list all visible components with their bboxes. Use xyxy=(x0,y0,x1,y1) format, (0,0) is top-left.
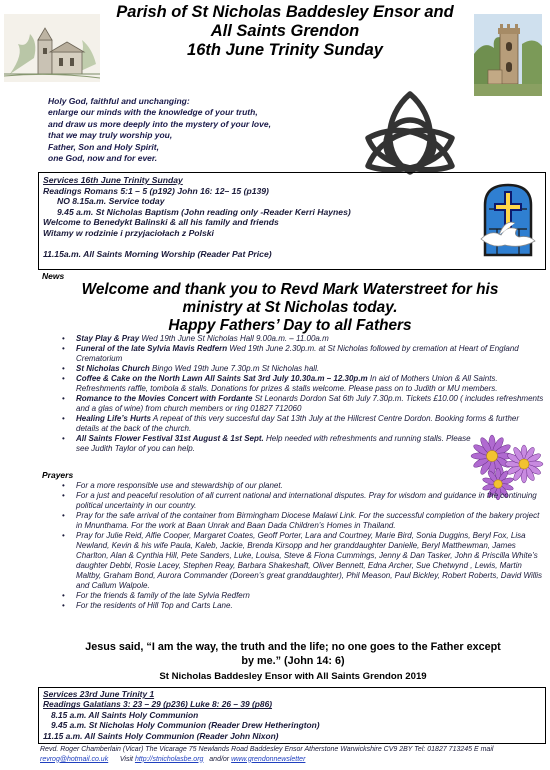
welcome-line1: Welcome and thank you to Revd Mark Waterstreet for his xyxy=(81,281,499,298)
list-item: • St Nicholas Church Bingo Wed 19th June 7.30p.m St Nicholas hall. xyxy=(60,364,544,374)
collect-prayer xyxy=(48,96,348,164)
news-label: News xyxy=(42,271,65,281)
list-item: • For a more responsible use and stewardship of our planet. xyxy=(60,481,546,491)
morning-worship: 11.15a.m. All Saints Morning Worship (Reader Pat Price) xyxy=(43,248,272,259)
header xyxy=(0,0,550,92)
list-item: • Stay Play & Pray Wed 19th June St Nicholas Hall 9.00a.m. – 11.00a.m xyxy=(60,334,544,344)
services-title: Services 23rd June Trinity 1 xyxy=(43,689,155,699)
andor-label: and/or xyxy=(209,755,230,763)
prayers-label: Prayers xyxy=(42,470,74,480)
visit-label: Visit xyxy=(119,755,133,763)
prayers-list xyxy=(60,481,546,611)
church-tower-photo-icon xyxy=(474,14,542,96)
readings: Readings Galatians 3: 23 – 29 (p236) Luke 8: 26 – 39 (p86) xyxy=(43,699,273,710)
services-title: Services 16th June Trinity Sunday xyxy=(43,175,183,185)
fathers-day-heading: Happy Fathers’ Day to all Fathers xyxy=(168,317,412,334)
prayer-line: one God, now and for ever. xyxy=(48,153,158,164)
stained-glass-dove-icon xyxy=(475,179,541,261)
service-item: 9.45 a.m. St Nicholas Holy Communion (Reader Drew Hetherington) xyxy=(51,720,320,731)
church-sketch-icon xyxy=(4,14,100,82)
prayer-line: that we may truly worship you, xyxy=(48,130,173,141)
quote-line1: Jesus said, “I am the way, the truth and the life; no one goes to the Father except xyxy=(85,641,501,653)
list-item: • Coffee & Cake on the North Lawn All Saints Sat 3rd July 10.30a.m – 12.30p.m In aid of Mothers Union & All Saints. Refreshments raffle, tombola & stalls. Donations for prizes & stalls welcome. Please pass on to Judith or MU members. xyxy=(60,374,544,394)
list-item: • Pray for Julie Reid, Alfie Cooper, Margaret Coates, Geoff Porter, Lara and Courtney, Marie Bird, Sonia Duggins, Beryl Fox, Lisa Newland, Kevin & his wife Paula, Kaleb, Jackie, Brenda Kirsopp and her granddaughter Danielle, Beryl Matthewman, James Charlton, Alan & Cynthia Hill, Pete Sanders, Luke, Louisa, Steve & Fiona Cummings, Jenny & Dan Tasker, John & Priscilla White’s daughter Debbi, Rosie Lacey, Stephen Reay, Barbara Shakeshaft, Oliver Bennett, Edna Archer, Sue Chetwynd , Lewis, Martin Maltby, Graham Bond, Aurora Commander (Doreen’s great granddaughter), Phil Meason, Paul Bickley, Robert Roberts, David Willis and Callum Walpole. xyxy=(60,531,546,591)
list-item: • Pray for the safe arrival of the container from Birmingham Diocese Malawi Link. For the successful completion of the bakery project in Mnunthama. For the work at Baan Unrak and Baan Dada Children’s Homes in Thailand. xyxy=(60,511,546,531)
prayer-line: Holy God, faithful and unchanging: xyxy=(48,96,190,106)
list-item: • Healing Life’s Hurts A repeat of this very succesful day Sat 13th July at the Hillcrest Centre Dordon. Booking forms & further details at the back of the church. xyxy=(60,414,544,434)
list-item: • For a just and peaceful resolution of all current national and international disputes. Pray for wisdom and guidance in the continuing political uncertainty in our country. xyxy=(60,491,546,511)
newsletter-link[interactable]: www.grendonnewsletter xyxy=(231,755,306,763)
welcome-heading xyxy=(40,281,540,317)
prayer-line: enlarge our minds with the knowledge of your truth, xyxy=(48,107,258,118)
parish-title-line2: All Saints Grendon xyxy=(210,22,360,40)
website-link[interactable]: http://stnicholasbe.org xyxy=(134,755,204,763)
service-item: 8.15 a.m. All Saints Holy Communion xyxy=(51,709,199,720)
scripture-quote xyxy=(40,640,546,668)
footer-address: Revd. Roger Chamberlain (Vicar) The Vicarage 75 Newlands Road Baddesley Ensor Atherstone Warwickshire CV9 2BY Tel: 01827 713245 E mail xyxy=(40,746,494,753)
prayer-line: Father, Son and Holy Spirit, xyxy=(48,141,159,152)
service-item: 11.15 a.m. All Saints Holy Communion (Reader John Nixon) xyxy=(43,730,279,741)
baptism-service: 9.45 a.m. St Nicholas Baptism (John reading only -Reader Kerri Haynes) xyxy=(57,206,351,217)
no-service-note: NO 8.15a.m. Service today xyxy=(57,196,165,207)
prayer-line: and draw us more deeply into the mystery of your love, xyxy=(48,118,271,129)
polish-welcome: Witamy w rodzinie i przyjaciołach z Polski xyxy=(43,227,214,238)
list-item: • For the friends & family of the late Sylvia Redfern xyxy=(60,591,546,601)
parish-title-line1: Parish of St Nicholas Baddesley Ensor and xyxy=(116,3,454,21)
footer-contact xyxy=(40,745,546,764)
welcome-note: Welcome to Benedykt Balinski & all his family and friends xyxy=(43,217,279,228)
list-item: • Romance to the Movies Concert with Fordante St Leonards Dordon Sat 6th July 7.30p.m. Tickets £10.00 ( includes refreshments and a glas of wine) from church members or ring 01827 712060 xyxy=(60,394,544,414)
list-item: • All Saints Flower Festival 31st August & 1st Sept. Help needed with refreshments and running stalls. Please see Judith Taylor of you can help. xyxy=(60,434,544,454)
welcome-line2: ministry at St Nicholas today. xyxy=(182,299,398,316)
parish-year-heading: St Nicholas Baddesley Ensor with All Saints Grendon 2019 xyxy=(159,671,427,682)
list-item: • For the residents of Hill Top and Carts Lane. xyxy=(60,601,546,611)
services-23rd-june-box xyxy=(38,687,546,744)
quote-line2: by me.” (John 14: 6) xyxy=(241,655,345,667)
email-link[interactable]: revrog@hotmail.co.uk xyxy=(40,755,109,763)
readings: Readings Romans 5:1 – 5 (p192) John 16: 12– 15 (p139) xyxy=(43,185,269,196)
list-item: • Funeral of the late Sylvia Mavis Redfern Wed 19th June 2.30p.m. at St Nicholas followed by cremation at Heart of England Crematorium xyxy=(60,344,544,364)
trinity-knot-icon xyxy=(356,86,464,182)
services-16th-june-box xyxy=(38,172,546,270)
sunday-title: 16th June Trinity Sunday xyxy=(187,41,383,59)
